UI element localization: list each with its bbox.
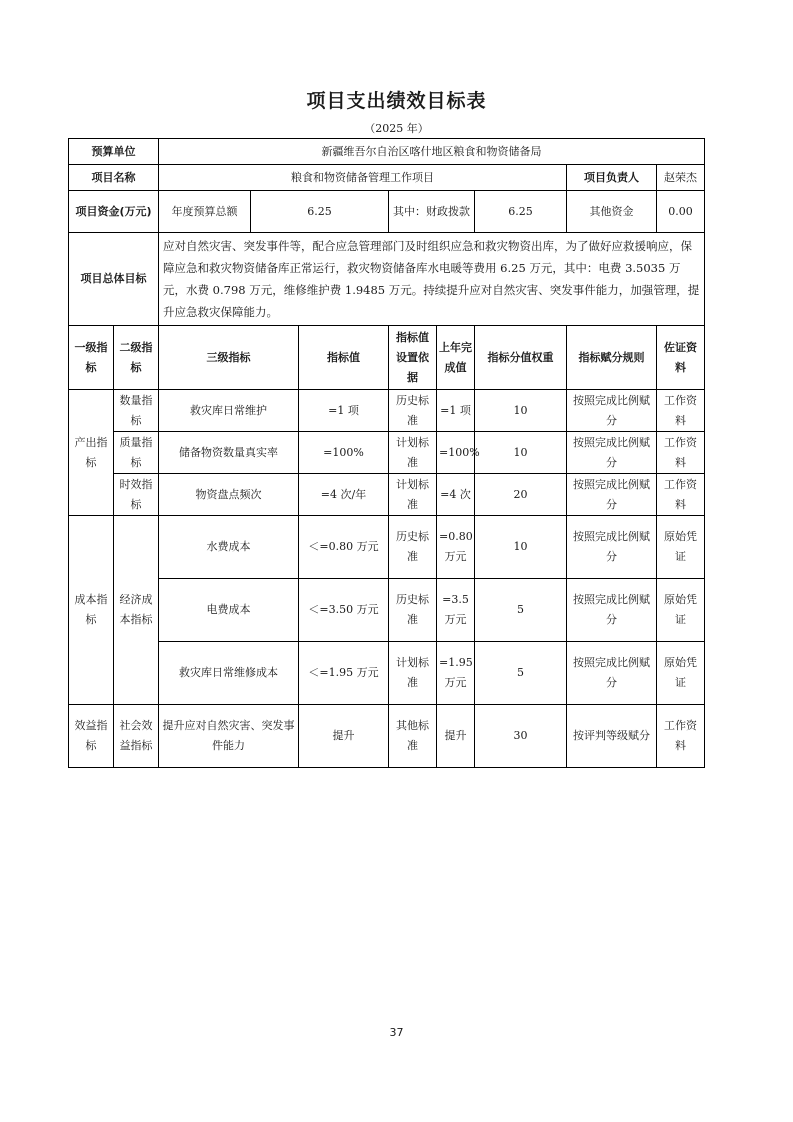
value-cell: =1 项 [299,390,389,432]
table-row [69,432,705,474]
evidence-cell: 原始凭证 [657,516,705,579]
level2-economic-cost: 经济成本指标 [114,516,159,705]
last-year-cell: =4 次 [437,474,475,516]
value-cell: =4 次/年 [299,474,389,516]
fiscal-value: 6.25 [475,191,567,233]
last-year-cell: =100% [437,432,475,474]
value-cell: ＜=3.50 万元 [299,579,389,642]
group-output: 产出指标 [69,390,114,516]
header-level3: 三级指标 [159,326,299,390]
basis-cell: 其他标准 [389,705,437,768]
rule-cell: 按照完成比例赋分 [567,579,657,642]
weight-cell: 30 [475,705,567,768]
basis-cell: 计划标准 [389,432,437,474]
rule-cell: 按照完成比例赋分 [567,474,657,516]
rule-cell: 按照完成比例赋分 [567,516,657,579]
budget-unit-row [69,139,705,165]
project-name-value: 粮食和物资储备管理工作项目 [159,165,567,191]
header-weight: 指标分值权重 [475,326,567,390]
value-cell: ＜=1.95 万元 [299,642,389,705]
level3-cell: 水费成本 [159,516,299,579]
group-benefit: 效益指标 [69,705,114,768]
value-cell: ＜=0.80 万元 [299,516,389,579]
level2-social-benefit: 社会效益指标 [114,705,159,768]
year-subtitle: （2025 年） [364,122,429,135]
level3-cell: 救灾库日常维修成本 [159,642,299,705]
weight-cell: 20 [475,474,567,516]
level3-cell: 储备物资数量真实率 [159,432,299,474]
value-cell: 提升 [299,705,389,768]
page-number: 37 [389,1026,404,1039]
page-title: 项目支出绩效目标表 [306,90,487,112]
rule-cell: 按照完成比例赋分 [567,642,657,705]
project-name-label: 项目名称 [69,165,159,191]
budget-unit-label: 预算单位 [69,139,159,165]
other-label: 其他资金 [567,191,657,233]
funds-label: 项目资金(万元) [69,191,159,233]
basis-cell: 历史标准 [389,579,437,642]
header-last-year: 上年完成值 [437,326,475,390]
person-label: 项目负责人 [567,165,657,191]
evidence-cell: 原始凭证 [657,642,705,705]
weight-cell: 10 [475,432,567,474]
header-rule: 指标赋分规则 [567,326,657,390]
performance-table [68,138,705,768]
group-cost: 成本指标 [69,516,114,705]
evidence-cell: 工作资料 [657,390,705,432]
table-row [69,579,705,642]
goal-text: 应对自然灾害、突发事件等，配合应急管理部门及时组织应急和救灾物资出库，为了做好应救援响应，保障应急和救灾物资储备库正常运行，救灾物资储备库水电暖等费用 6.25 万元，其中：电费 3.5035 万元，水费 0.798 万元，维修维护费 1.9485 万元。持续提升应对自然灾害、突发事件能力，加强管理，提升应急救灾保障能力。 [159,233,705,326]
weight-cell: 5 [475,642,567,705]
evidence-cell: 工作资料 [657,705,705,768]
header-value: 指标值 [299,326,389,390]
level2-cell: 时效指标 [114,474,159,516]
weight-cell: 5 [475,579,567,642]
basis-cell: 计划标准 [389,474,437,516]
annual-total-label: 年度预算总额 [159,191,251,233]
last-year-cell: =0.80 万元 [437,516,475,579]
rule-cell: 按照完成比例赋分 [567,432,657,474]
level2-cell: 质量指标 [114,432,159,474]
annual-total-value: 6.25 [251,191,389,233]
header-evidence: 佐证资料 [657,326,705,390]
evidence-cell: 工作资料 [657,474,705,516]
rule-cell: 按照完成比例赋分 [567,390,657,432]
basis-cell: 计划标准 [389,642,437,705]
other-value: 0.00 [657,191,705,233]
basis-cell: 历史标准 [389,390,437,432]
level3-cell: 提升应对自然灾害、突发事件能力 [159,705,299,768]
header-row [69,326,705,390]
budget-unit-value: 新疆维吾尔自治区喀什地区粮食和物资储备局 [159,139,705,165]
evidence-cell: 工作资料 [657,432,705,474]
funds-row [69,191,705,233]
weight-cell: 10 [475,390,567,432]
last-year-cell: =1 项 [437,390,475,432]
table-row [69,474,705,516]
header-level1: 一级指标 [69,326,114,390]
last-year-cell: =1.95 万元 [437,642,475,705]
table-row [69,516,705,579]
project-name-row [69,165,705,191]
table-row [69,390,705,432]
level3-cell: 电费成本 [159,579,299,642]
goal-label: 项目总体目标 [69,233,159,326]
rule-cell: 按评判等级赋分 [567,705,657,768]
last-year-cell: =3.5 万元 [437,579,475,642]
header-basis: 指标值设置依据 [389,326,437,390]
level2-cell: 数量指标 [114,390,159,432]
last-year-cell: 提升 [437,705,475,768]
header-level2: 二级指标 [114,326,159,390]
person-value: 赵荣杰 [657,165,705,191]
weight-cell: 10 [475,516,567,579]
value-cell: =100% [299,432,389,474]
goal-row [69,233,705,326]
evidence-cell: 原始凭证 [657,579,705,642]
level3-cell: 救灾库日常维护 [159,390,299,432]
level3-cell: 物资盘点频次 [159,474,299,516]
table-row [69,642,705,705]
fiscal-label: 其中：财政拨款 [389,191,475,233]
table-row [69,705,705,768]
basis-cell: 历史标准 [389,516,437,579]
